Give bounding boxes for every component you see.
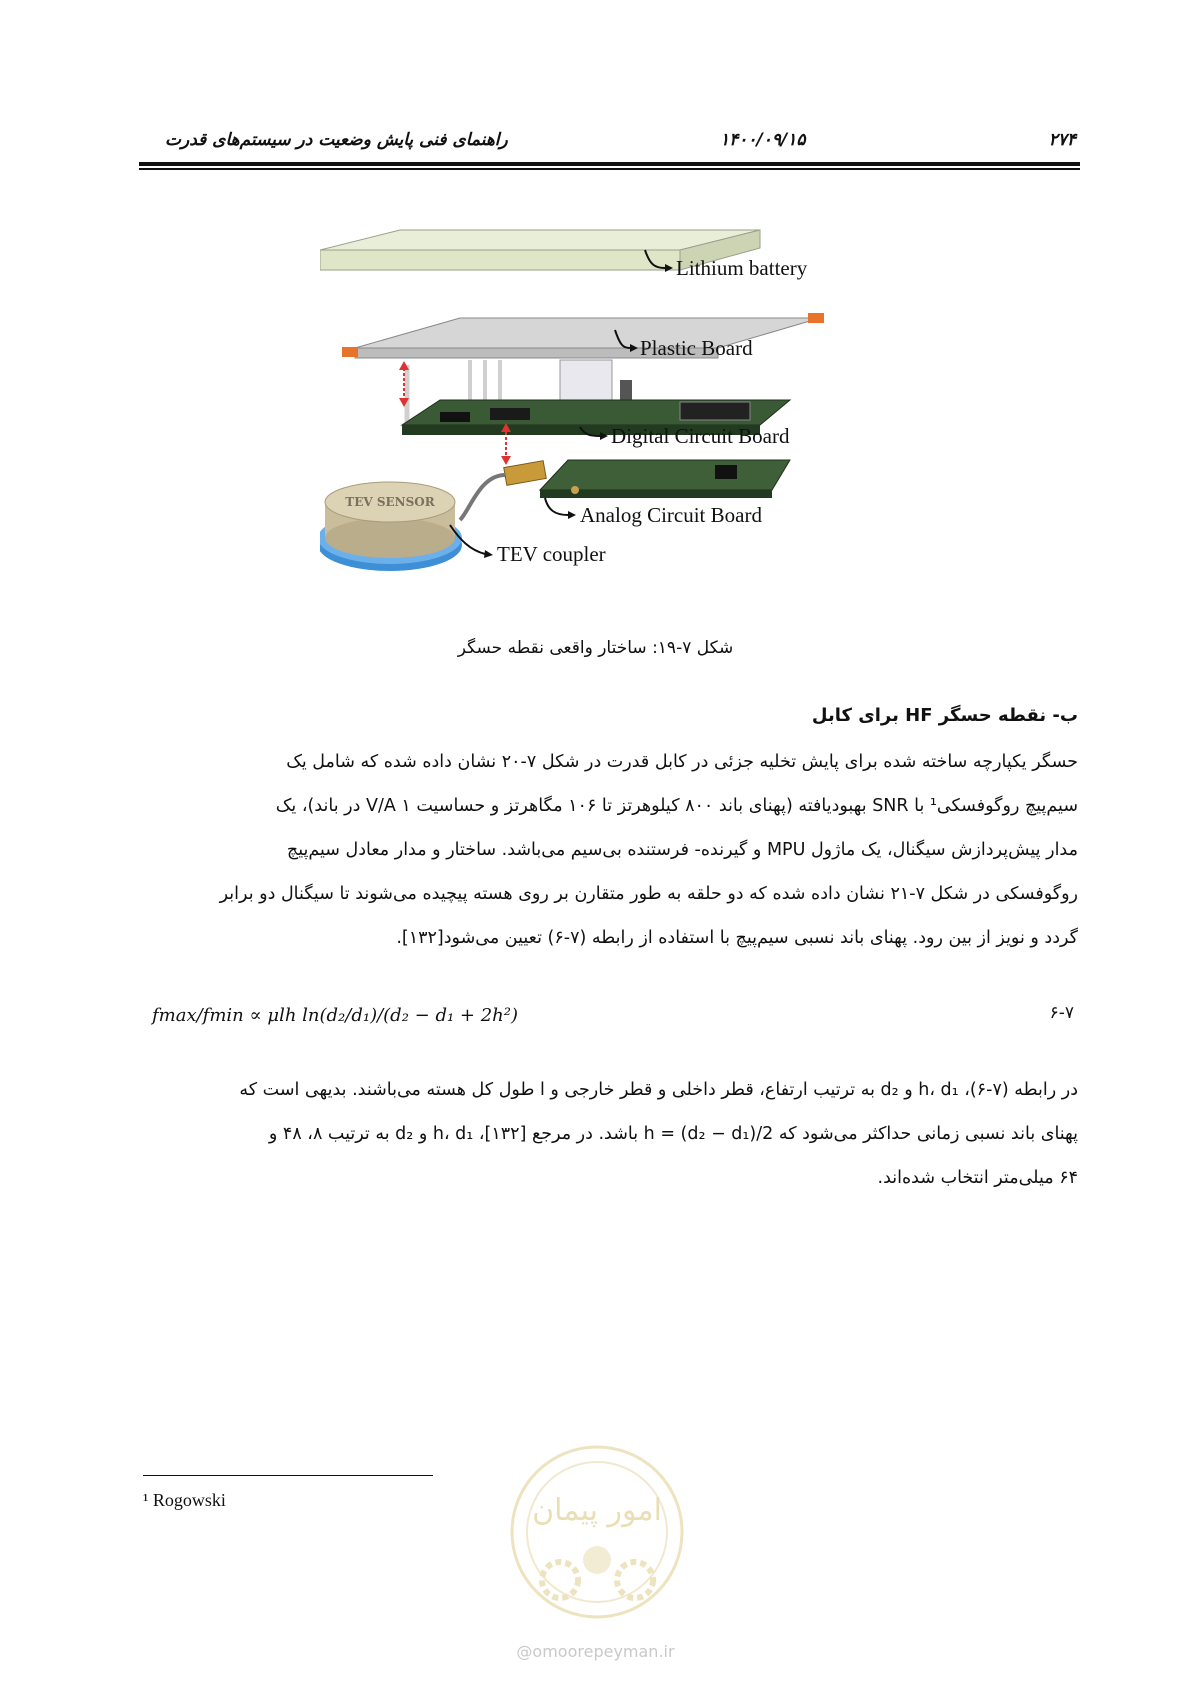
header-rule-thin (139, 168, 1080, 170)
equation-number: ۶-۷ (1049, 1003, 1074, 1023)
label-analog-circuit-board: Analog Circuit Board (580, 503, 762, 527)
watermark-logo-text: امور پیمان (532, 1493, 662, 1528)
header-page-number: ۲۷۴ (1048, 130, 1076, 150)
equation: fmax/fmin ∝ μlh ln(d₂/d₁)/(d₂ − d₁ + 2h²) (152, 1005, 518, 1026)
footnote-rule (143, 1475, 433, 1476)
paragraph-2 (143, 1068, 1078, 1200)
header-title: راهنمای فنی پایش وضعیت در سیستم‌های قدرت (165, 130, 508, 150)
analog-circuit-board (540, 460, 790, 498)
figure-caption: شکل ۷-۱۹: ساختار واقعی نقطه حسگر (457, 638, 734, 658)
label-plastic-board: Plastic Board (640, 336, 753, 360)
label-tev-coupler: TEV coupler (497, 542, 606, 566)
paragraph-line: پهنای باند نسبی زمانی حداکثر می‌شود که h = (d₂ − d₁)/2 باشد. در مرجع [۱۳۲]، h، d₁ و d₂ به ترتیب ۸، ۴۸ و (268, 1124, 1078, 1144)
paragraph-line: حسگر یکپارچه ساخته شده برای پایش تخلیه جزئی در کابل قدرت در شکل ۷-۲۰ نشان داده شده که شامل یک (286, 752, 1078, 772)
paragraph-line: گردد و نویز از بین رود. پهنای باند نسبی سیم‌پیچ با استفاده از رابطه (۷-۶) تعیین می‌شود[۱۳۲]. (396, 928, 1078, 948)
header-date: ۱۴۰۰/۰۹/۱۵ (720, 130, 806, 150)
tev-coupler (320, 482, 462, 571)
tev-sensor-text: TEV SENSOR (345, 495, 435, 509)
paragraph-line: مدار پیش‌پردازش سیگنال، یک ماژول MPU و گیرنده- فرستنده بی‌سیم می‌باشد. ساختار و مدار معادل سیم‌پیچ (286, 840, 1078, 860)
paragraph-line: در رابطه (۷-۶)، h، d₁ و d₂ به ترتیب ارتفاع، قطر داخلی و قطر خارجی و l طول کل هسته می‌باشند. بدیهی است که (239, 1080, 1078, 1100)
footnote: ¹ Rogowski (143, 1490, 226, 1510)
paragraph-line: سیم‌پیچ روگوفسکی¹ با SNR بهبودیافته (پهنای باند ۸۰۰ کیلوهرتز تا ۱۰۶ مگاهرتز و حساسیت V/A ۱ در باند)، یک (275, 796, 1078, 816)
header-rule (139, 162, 1080, 166)
paragraph-line: روگوفسکی در شکل ۷-۲۱ نشان داده شده که دو حلقه به طور متقارن بر روی هسته پیچیده می‌شوند تا سیگنال دو برابر (219, 884, 1078, 904)
paragraph-line: ۶۴ میلی‌متر انتخاب شده‌اند. (877, 1168, 1078, 1188)
label-digital-circuit-board: Digital Circuit Board (611, 424, 790, 448)
watermark-logo (505, 1440, 690, 1630)
watermark-url: @omoorepeyman.ir (516, 1642, 675, 1661)
paragraph-1 (143, 740, 1078, 960)
section-heading: ب- نقطه حسگر HF برای کابل (811, 705, 1078, 726)
label-lithium-battery: Lithium battery (676, 256, 808, 280)
